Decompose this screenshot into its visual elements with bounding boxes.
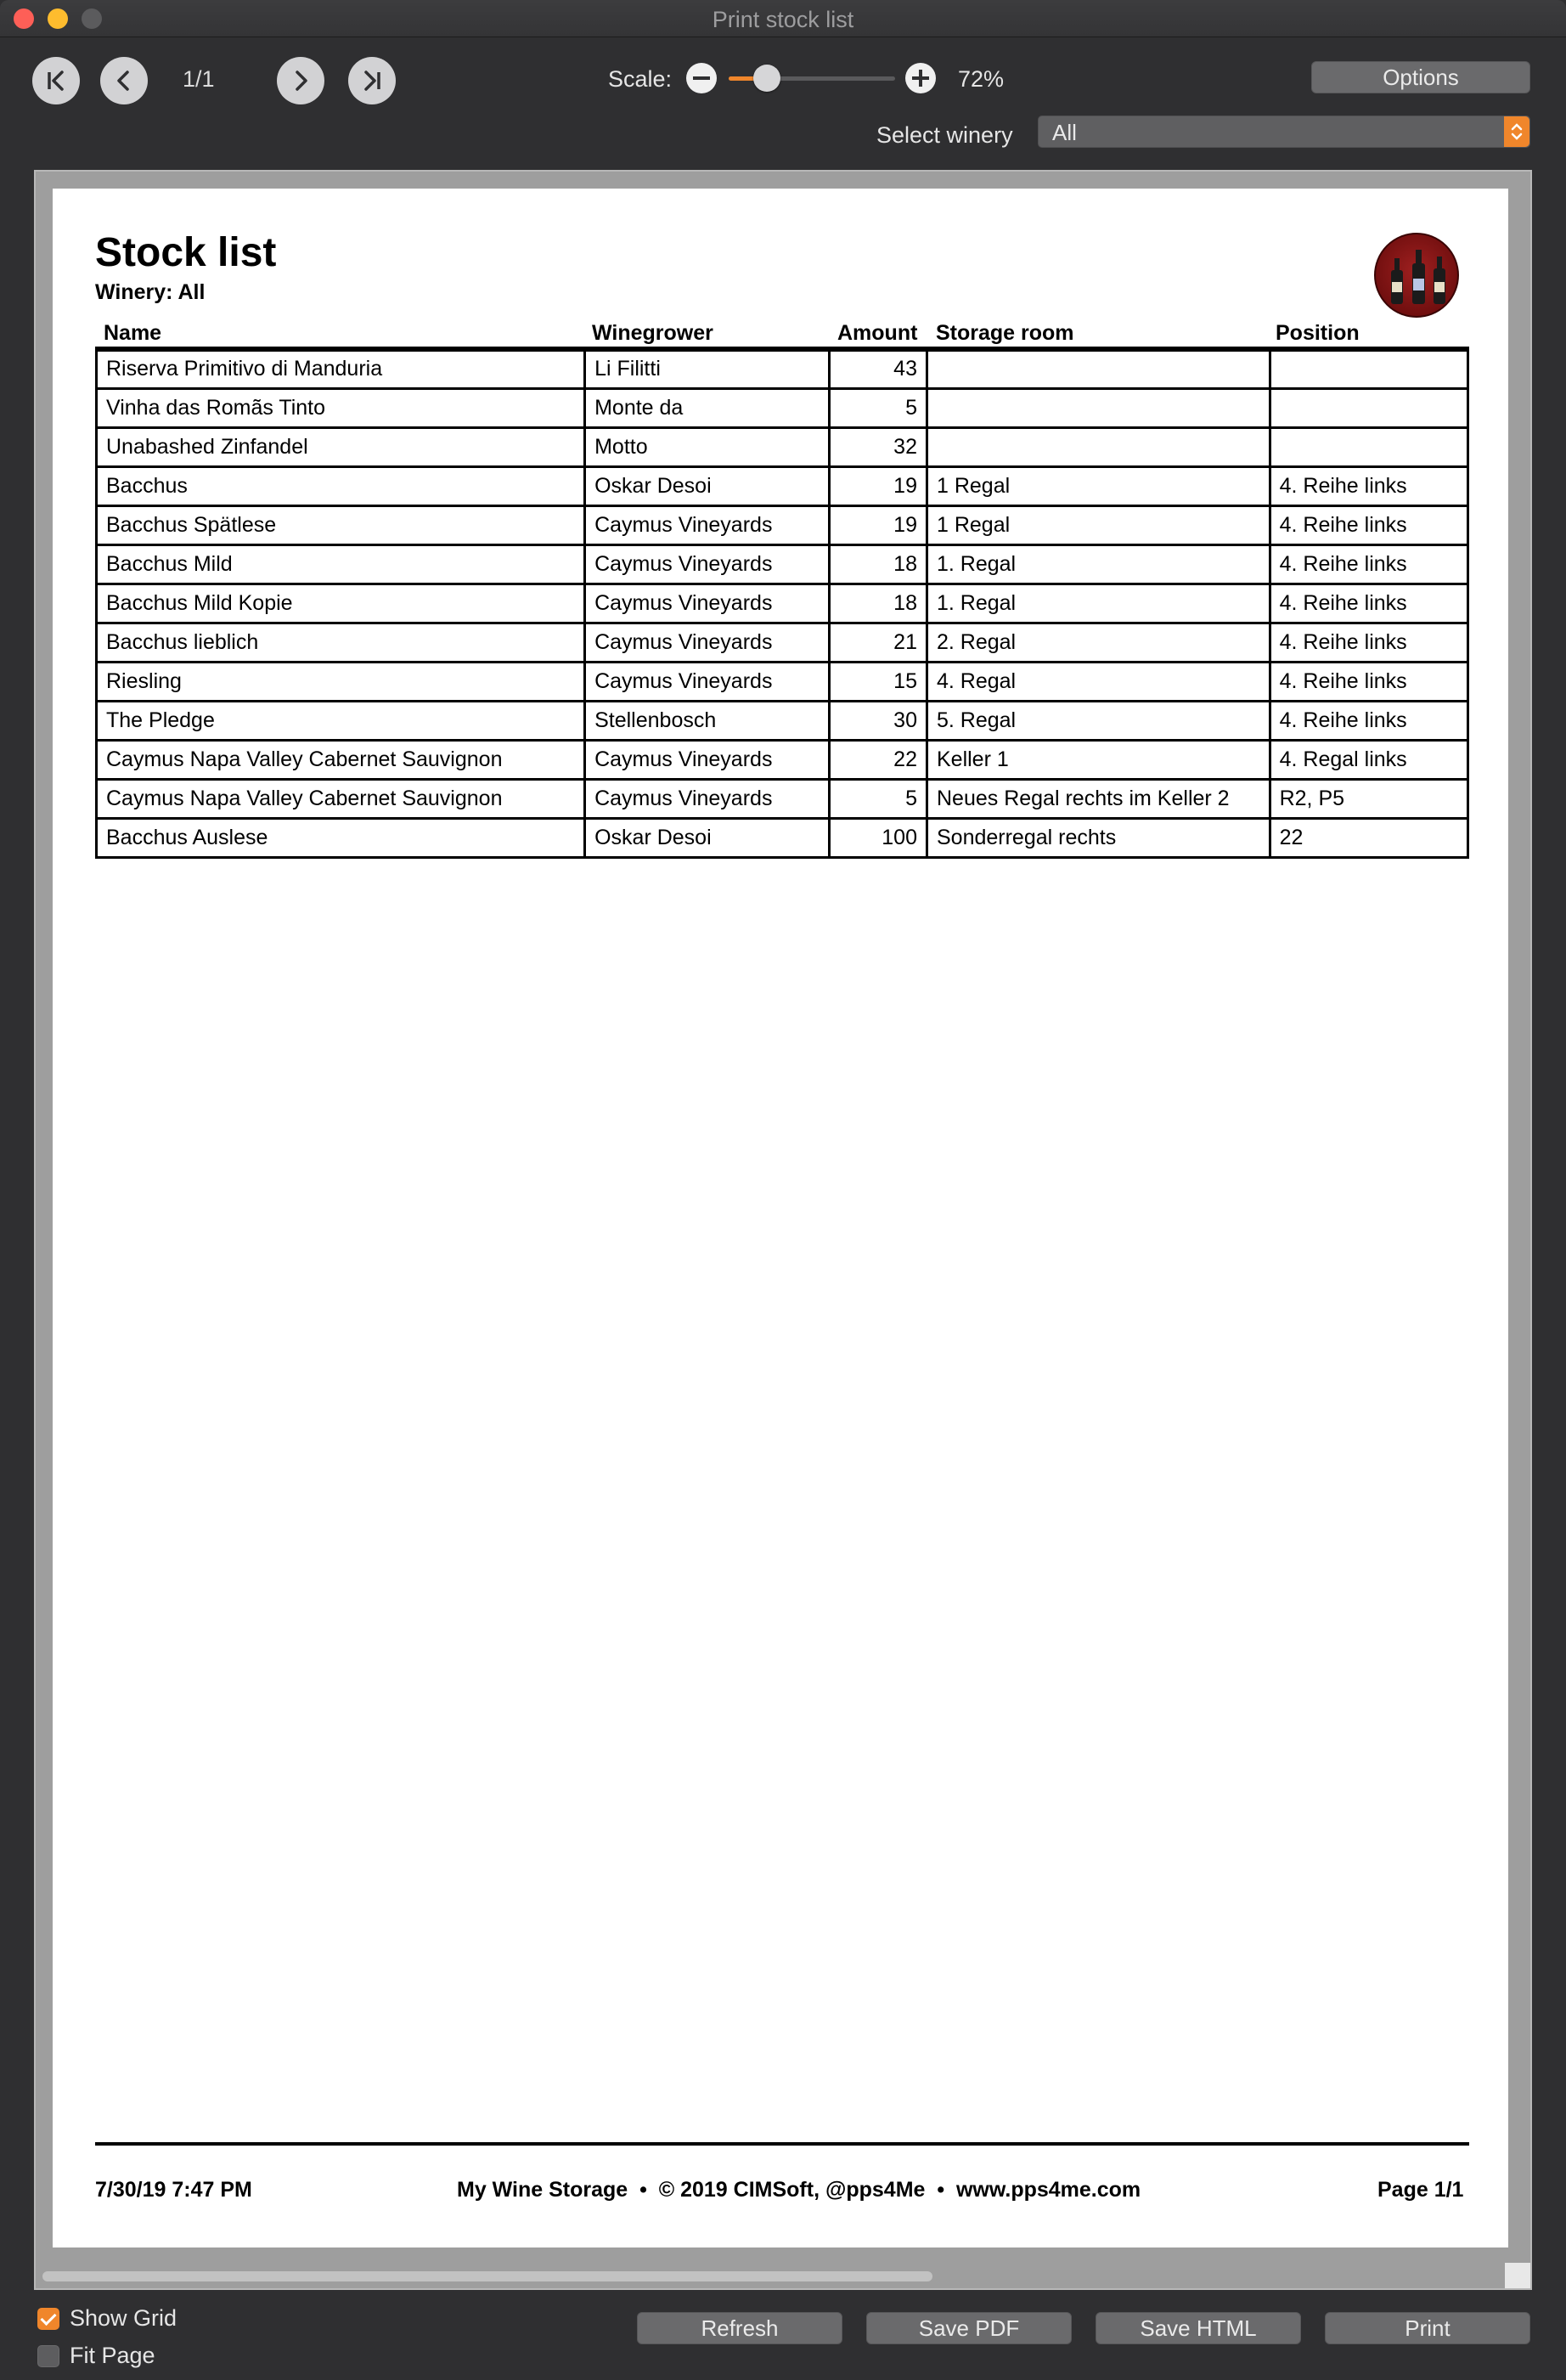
table-row (97, 544, 1468, 584)
cell-amount: 30 (829, 701, 927, 740)
cell-name: Bacchus Spätlese (97, 505, 585, 544)
cell-name: Bacchus Mild (97, 544, 585, 584)
print-preview-area[interactable] (34, 170, 1532, 2290)
cell-winegrower: Caymus Vineyards (585, 779, 829, 818)
cell-winegrower: Caymus Vineyards (585, 584, 829, 623)
cell-position: 22 (1270, 818, 1467, 857)
wine-bottles-logo (1374, 233, 1459, 318)
scroll-corner (1505, 2263, 1530, 2288)
cell-storage-room: Sonderregal rechts (927, 818, 1270, 857)
cell-position (1270, 427, 1467, 466)
cell-position: 4. Reihe links (1270, 662, 1467, 701)
table-row (97, 388, 1468, 427)
cell-position: 4. Reihe links (1270, 544, 1467, 584)
cell-storage-room (927, 349, 1270, 388)
table-row (97, 818, 1468, 857)
cell-name: The Pledge (97, 701, 585, 740)
cell-storage-room: 1 Regal (927, 505, 1270, 544)
show-grid-label: Show Grid (70, 2305, 177, 2331)
cell-amount: 18 (829, 544, 927, 584)
cell-winegrower: Caymus Vineyards (585, 544, 829, 584)
cell-winegrower: Li Filitti (585, 349, 829, 388)
cell-position: 4. Reihe links (1270, 623, 1467, 662)
cell-winegrower: Caymus Vineyards (585, 662, 829, 701)
stock-table (95, 347, 1469, 859)
table-row (97, 701, 1468, 740)
cell-position (1270, 349, 1467, 388)
cell-storage-room: 4. Regal (927, 662, 1270, 701)
cell-amount: 5 (829, 388, 927, 427)
first-page-icon (42, 66, 70, 95)
unchecked-box-icon (37, 2345, 59, 2367)
column-header-winegrower: Winegrower (592, 321, 713, 345)
table-row (97, 349, 1468, 388)
footer-date: 7/30/19 7:47 PM (95, 2178, 252, 2202)
table-row (97, 740, 1468, 779)
column-header-name: Name (104, 321, 162, 345)
table-row (97, 662, 1468, 701)
fit-page-checkbox[interactable] (37, 2343, 155, 2369)
cell-amount: 19 (829, 505, 927, 544)
footer-page-number: Page 1/1 (1377, 2178, 1464, 2202)
print-button[interactable]: Print (1325, 2312, 1530, 2344)
table-header-row (95, 321, 1469, 347)
cell-amount: 32 (829, 427, 927, 466)
previous-page-button[interactable] (100, 57, 148, 104)
table-row (97, 779, 1468, 818)
table-row (97, 466, 1468, 505)
scale-label: Scale: (608, 66, 673, 92)
cell-winegrower: Oskar Desoi (585, 818, 829, 857)
page-indicator: 1/1 (183, 66, 215, 92)
cell-winegrower: Monte da (585, 388, 829, 427)
last-page-button[interactable] (348, 57, 396, 104)
winery-select[interactable] (1038, 116, 1530, 148)
show-grid-checkbox[interactable] (37, 2305, 177, 2332)
zoom-out-icon[interactable] (686, 63, 717, 93)
cell-storage-room: 1 Regal (927, 466, 1270, 505)
cell-position: R2, P5 (1270, 779, 1467, 818)
table-row (97, 427, 1468, 466)
first-page-button[interactable] (32, 57, 80, 104)
last-page-icon (358, 66, 386, 95)
previous-page-icon (110, 66, 138, 95)
next-page-button[interactable] (277, 57, 324, 104)
title-bar (0, 0, 1566, 37)
footer-copyright: My Wine Storage • © 2019 CIMSoft, @pps4Me • www.pps4me.com (457, 2178, 1141, 2202)
window-title: Print stock list (712, 7, 854, 32)
cell-name: Bacchus Auslese (97, 818, 585, 857)
cell-amount: 43 (829, 349, 927, 388)
table-row (97, 505, 1468, 544)
cell-winegrower: Caymus Vineyards (585, 505, 829, 544)
footer-divider (95, 2142, 1469, 2146)
cell-winegrower: Motto (585, 427, 829, 466)
cell-storage-room: Neues Regal rechts im Keller 2 (927, 779, 1270, 818)
cell-position: 4. Regal links (1270, 740, 1467, 779)
report-title: Stock list (95, 230, 277, 275)
save-pdf-button[interactable]: Save PDF (866, 2312, 1072, 2344)
cell-name: Riesling (97, 662, 585, 701)
zoom-value: 72% (958, 66, 1005, 92)
cell-name: Unabashed Zinfandel (97, 427, 585, 466)
cell-position: 4. Reihe links (1270, 584, 1467, 623)
cell-name: Caymus Napa Valley Cabernet Sauvignon (97, 779, 585, 818)
cell-amount: 5 (829, 779, 927, 818)
save-html-button[interactable]: Save HTML (1096, 2312, 1301, 2344)
scale-slider-thumb[interactable] (753, 65, 780, 92)
cell-storage-room (927, 388, 1270, 427)
preview-page (53, 189, 1508, 2247)
cell-storage-room: 1. Regal (927, 584, 1270, 623)
cell-storage-room: 2. Regal (927, 623, 1270, 662)
table-row (97, 623, 1468, 662)
cell-amount: 18 (829, 584, 927, 623)
horizontal-scrollbar[interactable] (42, 2271, 932, 2281)
cell-winegrower: Caymus Vineyards (585, 623, 829, 662)
cell-name: Bacchus lieblich (97, 623, 585, 662)
winery-select-value: All (1052, 120, 1077, 145)
cell-amount: 19 (829, 466, 927, 505)
cell-position (1270, 388, 1467, 427)
cell-position: 4. Reihe links (1270, 701, 1467, 740)
column-header-storage-room: Storage room (936, 321, 1074, 345)
cell-position: 4. Reihe links (1270, 505, 1467, 544)
chevron-updown-icon (1504, 116, 1529, 147)
table-row (97, 584, 1468, 623)
cell-name: Vinha das Romãs Tinto (97, 388, 585, 427)
column-header-amount: Amount (837, 321, 918, 345)
cell-storage-room: Keller 1 (927, 740, 1270, 779)
cell-amount: 100 (829, 818, 927, 857)
report-subtitle: Winery: All (95, 280, 206, 304)
cell-name: Bacchus (97, 466, 585, 505)
select-winery-label: Select winery (876, 122, 1013, 148)
next-page-icon (286, 66, 315, 95)
cell-storage-room: 5. Regal (927, 701, 1270, 740)
options-button[interactable]: Options (1311, 61, 1530, 93)
cell-amount: 22 (829, 740, 927, 779)
cell-winegrower: Caymus Vineyards (585, 740, 829, 779)
cell-amount: 21 (829, 623, 927, 662)
cell-storage-room (927, 427, 1270, 466)
zoom-in-icon[interactable] (905, 63, 936, 93)
cell-name: Riserva Primitivo di Manduria (97, 349, 585, 388)
cell-winegrower: Oskar Desoi (585, 466, 829, 505)
cell-amount: 15 (829, 662, 927, 701)
checkmark-icon (37, 2308, 59, 2330)
cell-name: Bacchus Mild Kopie (97, 584, 585, 623)
cell-winegrower: Stellenbosch (585, 701, 829, 740)
cell-name: Caymus Napa Valley Cabernet Sauvignon (97, 740, 585, 779)
cell-position: 4. Reihe links (1270, 466, 1467, 505)
column-header-position: Position (1276, 321, 1360, 345)
refresh-button[interactable]: Refresh (637, 2312, 842, 2344)
fit-page-label: Fit Page (70, 2343, 155, 2368)
cell-storage-room: 1. Regal (927, 544, 1270, 584)
